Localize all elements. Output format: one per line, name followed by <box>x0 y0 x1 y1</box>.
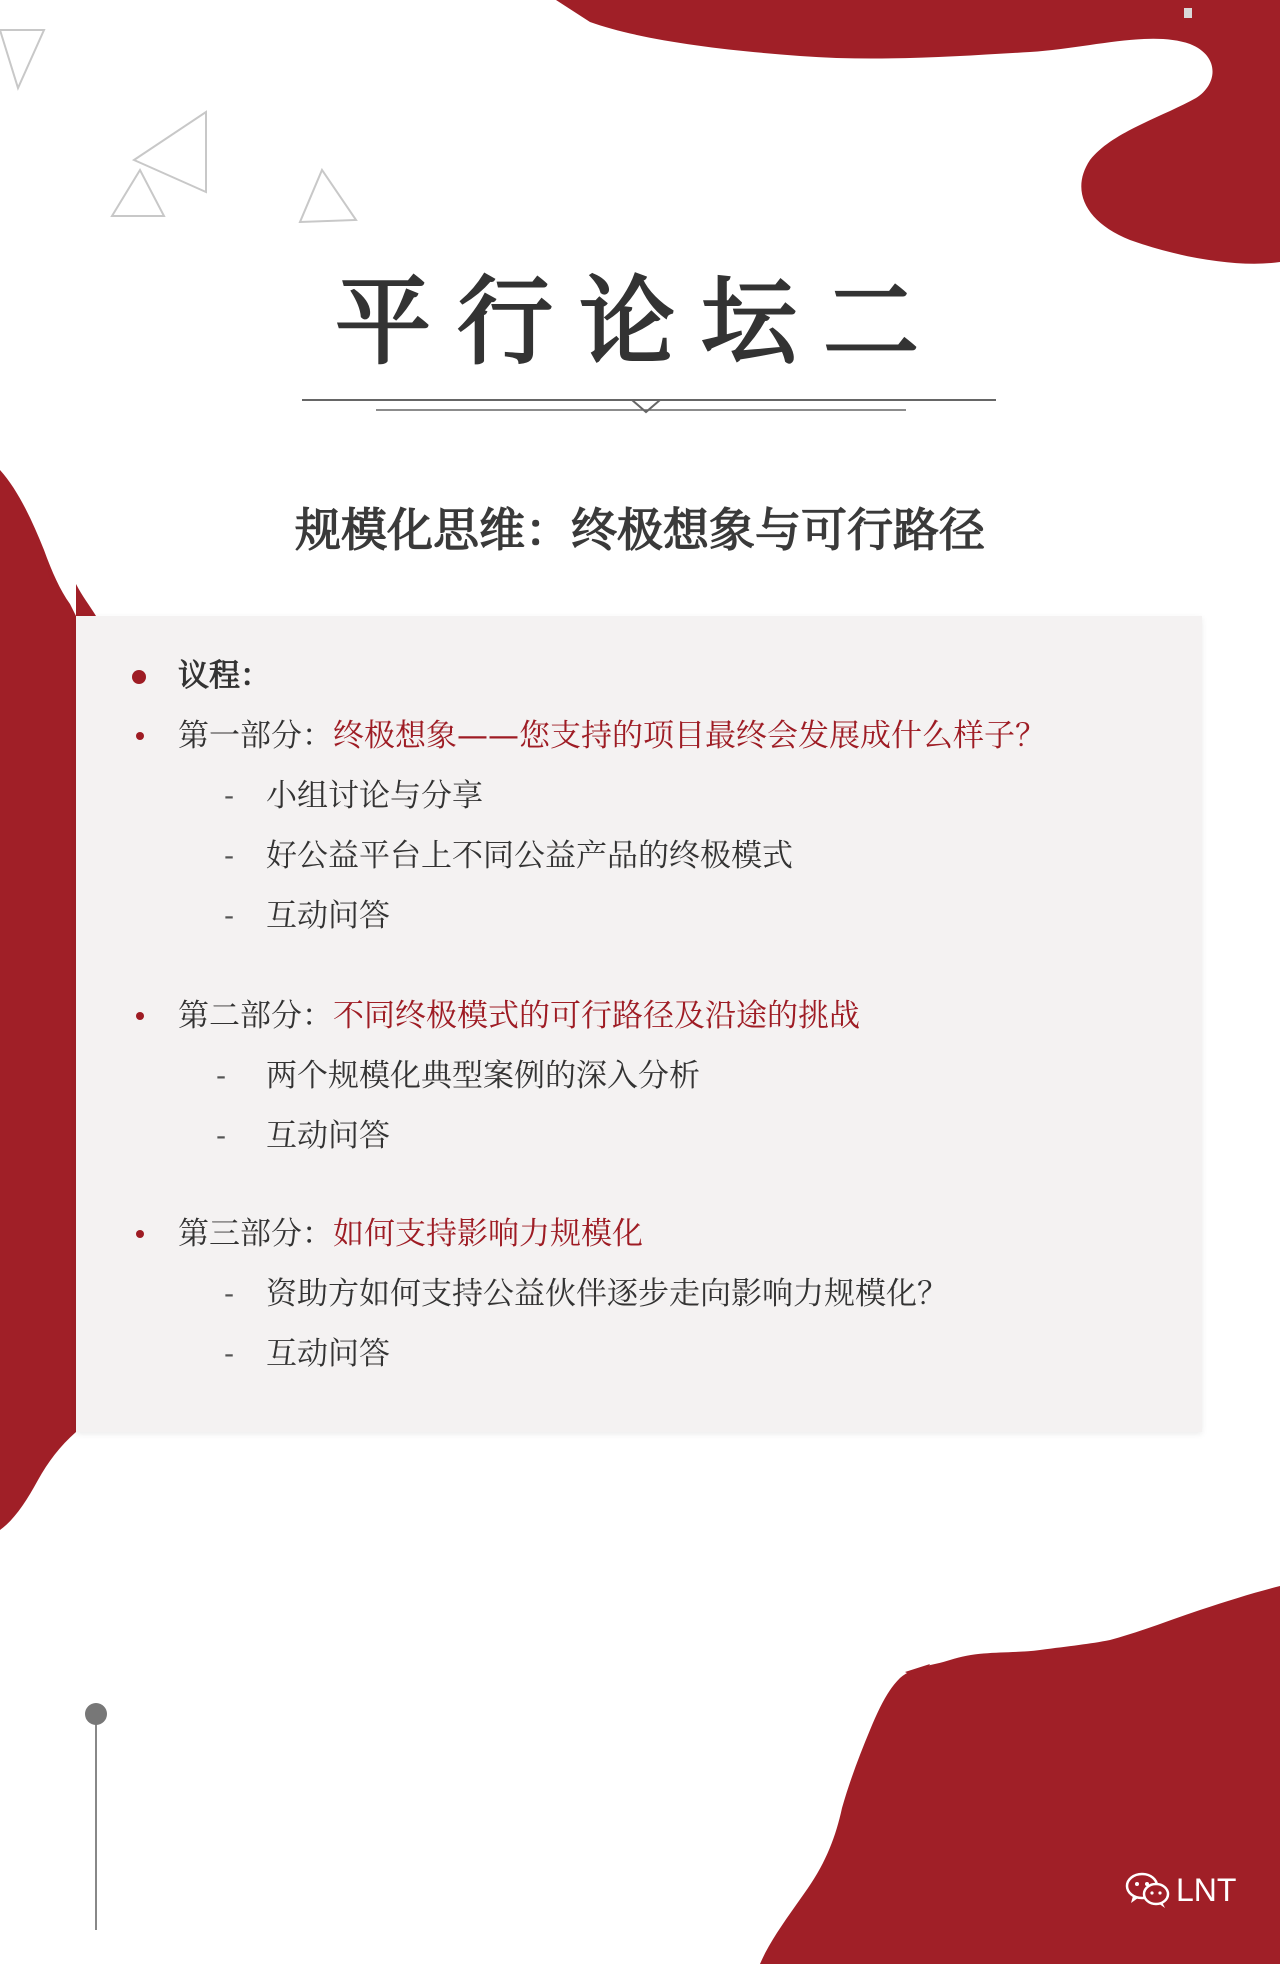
dash-marker: - <box>224 1277 235 1310</box>
bullet-dot <box>136 1230 144 1238</box>
agenda-item: 互动问答 <box>266 898 390 934</box>
triangle-outline <box>300 170 356 222</box>
agenda-item: 好公益平台上不同公益产品的终极模式 <box>266 838 793 874</box>
corner-mark <box>1184 8 1192 18</box>
part-prefix: 第一部分： <box>178 718 333 754</box>
bullet-dot <box>136 732 144 740</box>
top-right-brush-shape <box>556 0 1280 264</box>
dash-marker: - <box>224 899 235 932</box>
agenda-item: 资助方如何支持公益伙伴逐步走向影响力规模化？ <box>266 1276 948 1312</box>
part-topic: 如何支持影响力规模化 <box>333 1216 643 1252</box>
left-brush-splinter <box>76 584 96 616</box>
watermark-name: LNT <box>1176 1872 1237 1908</box>
part-prefix: 第二部分： <box>178 998 333 1034</box>
bullet-dot <box>132 670 146 684</box>
part-prefix: 第三部分： <box>178 1216 333 1252</box>
agenda-item: 互动问答 <box>266 1118 390 1154</box>
agenda-heading: 议程： <box>178 658 271 694</box>
agenda-item: 两个规模化典型案例的深入分析 <box>266 1058 700 1094</box>
dash-marker: - <box>216 1119 227 1152</box>
agenda-item: 小组讨论与分享 <box>266 778 483 814</box>
agenda-part-label <box>178 714 1046 758</box>
dash-marker: - <box>224 779 235 812</box>
part-topic: 终极想象——您支持的项目最终会发展成什么样子？ <box>333 718 1046 754</box>
dash-marker: - <box>224 839 235 872</box>
wechat-icon <box>1124 1870 1172 1910</box>
agenda-panel <box>76 616 1202 1432</box>
agenda-part-label <box>178 994 860 1038</box>
part-topic: 不同终极模式的可行路径及沿途的挑战 <box>333 998 860 1034</box>
bullet-dot <box>136 1012 144 1020</box>
triangle-outline <box>112 170 164 216</box>
left-brush-shape <box>0 470 76 1530</box>
page-title: 平行论坛二 <box>335 266 945 378</box>
agenda-item: 互动问答 <box>266 1336 390 1372</box>
agenda-part-label <box>178 1212 643 1256</box>
triangle-outline <box>0 30 44 88</box>
vertical-line-dot <box>85 1703 107 1725</box>
page-subtitle: 规模化思维：终极想象与可行路径 <box>295 503 985 557</box>
dash-marker: - <box>216 1059 227 1092</box>
dash-marker: - <box>224 1337 235 1370</box>
